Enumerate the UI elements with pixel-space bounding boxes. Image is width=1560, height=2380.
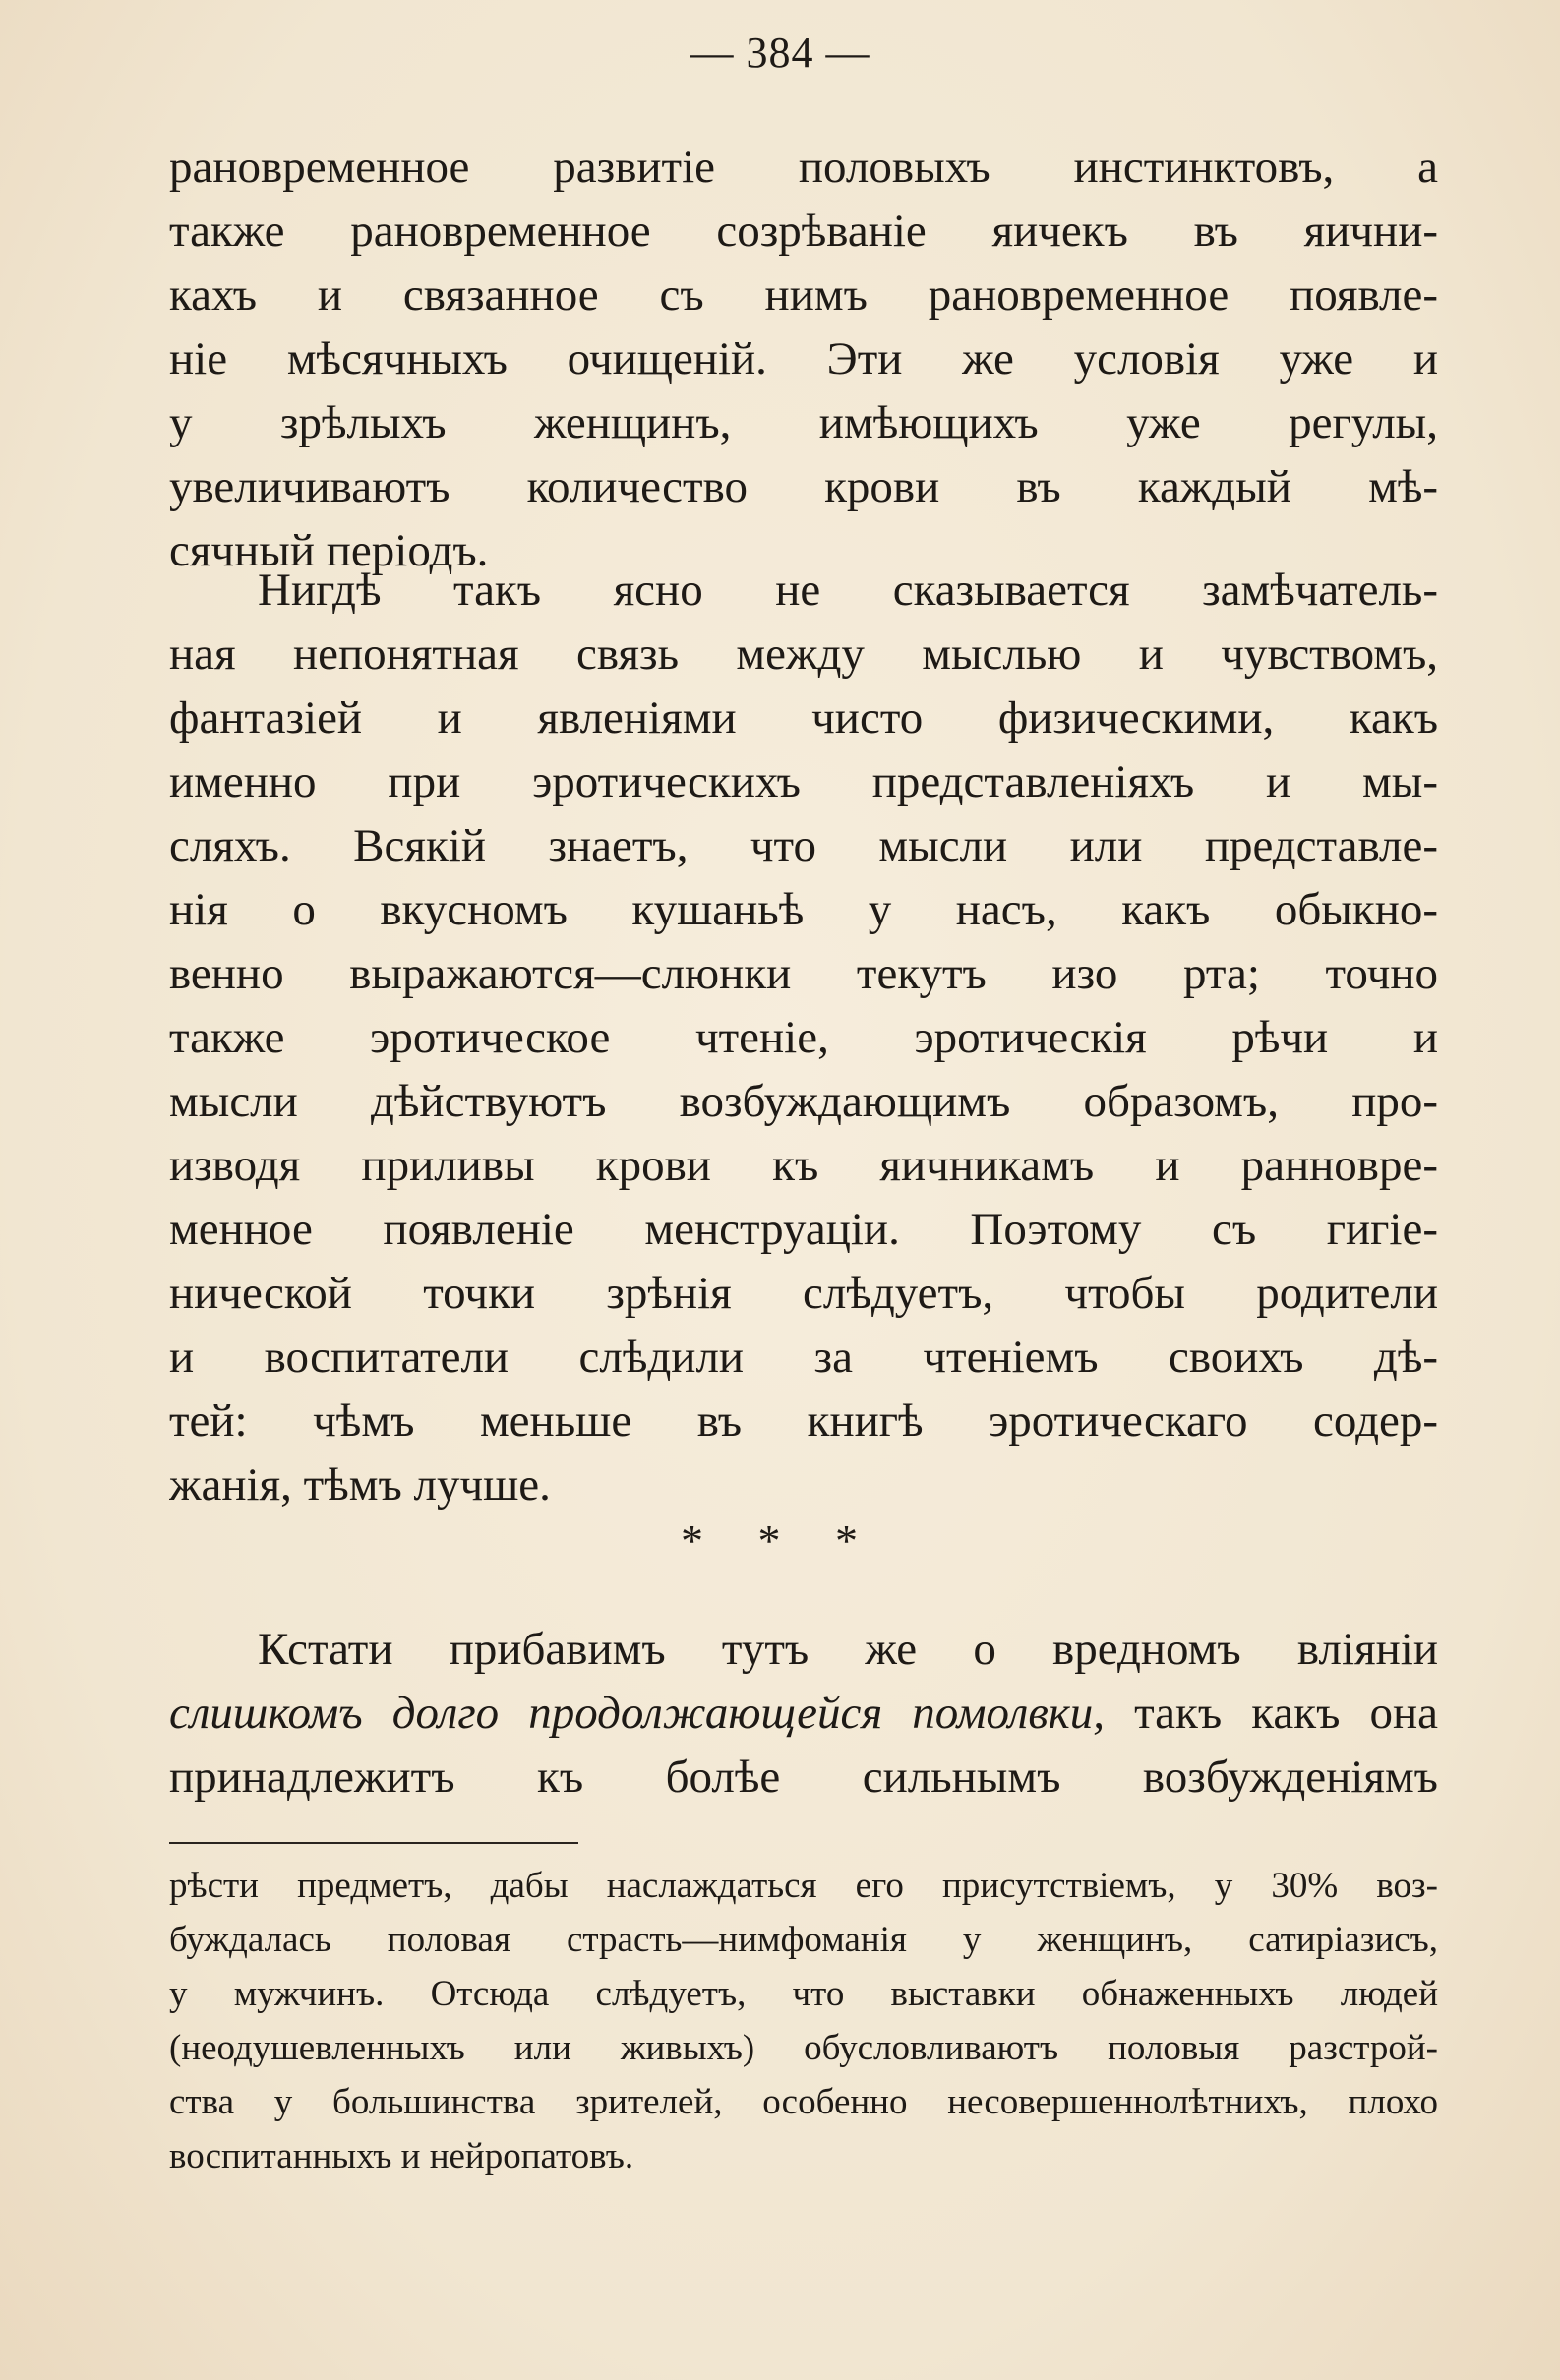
footnote-line: рѣсти предметъ, дабы наслаждаться его присутствіемъ, у 30% воз- bbox=[169, 1866, 1438, 1906]
footnote bbox=[169, 1859, 1438, 2183]
text-line-mixed bbox=[169, 1682, 1438, 1746]
text-line: также рановременное созрѣваніе яичекъ въ яични- bbox=[169, 206, 1438, 257]
text-line: ніе мѣсячныхъ очищеній. Эти же условія уже и bbox=[169, 333, 1438, 385]
italic-phrase: слишкомъ долго продолжающейся помолвки, bbox=[169, 1688, 1105, 1739]
text-line: ная непонятная связь между мыслью и чувствомъ, bbox=[169, 628, 1438, 680]
footnote-line: ства у большинства зрителей, особенно несовершеннолѣтнихъ, плохо bbox=[169, 2082, 1438, 2122]
text-line: Кстати прибавимъ тутъ же о вредномъ вліяніи bbox=[258, 1624, 1438, 1675]
text-line: венно выражаются—слюнки текутъ изо рта; точно bbox=[169, 948, 1438, 999]
text-line: принадлежитъ къ болѣе сильнымъ возбужденіямъ bbox=[169, 1752, 1438, 1803]
text-line: сячный періодъ. bbox=[169, 525, 489, 576]
footnote-line: (неодушевленныхъ или живыхъ) обусловливаютъ половыя разстрой- bbox=[169, 2028, 1438, 2068]
text-line: менное появленіе менструаціи. Поэтому съ гигіе- bbox=[169, 1204, 1438, 1255]
paragraph-1 bbox=[169, 136, 1438, 583]
page-number: — 384 — bbox=[690, 29, 870, 77]
text-line: Нигдѣ такъ ясно не сказывается замѣчатель- bbox=[258, 565, 1438, 616]
text-line: изводя приливы крови къ яичникамъ и ранновре- bbox=[169, 1140, 1438, 1191]
paragraph-2 bbox=[169, 559, 1438, 1517]
text-line: кахъ и связанное съ нимъ рановременное появле- bbox=[169, 269, 1438, 321]
text-line: сляхъ. Всякій знаетъ, что мысли или представле- bbox=[169, 820, 1438, 871]
text-line: у зрѣлыхъ женщинъ, имѣющихъ уже регулы, bbox=[169, 397, 1438, 448]
footnote-divider bbox=[169, 1842, 578, 1844]
text-line: увеличиваютъ количество крови въ каждый мѣ- bbox=[169, 461, 1438, 512]
text-line: жанія, тѣмъ лучше. bbox=[169, 1459, 551, 1511]
text-line: также эротическое чтеніе, эротическія рѣчи и bbox=[169, 1012, 1438, 1063]
paragraph-3 bbox=[169, 1618, 1438, 1810]
text-line: фантазіей и явленіями чисто физическими, какъ bbox=[169, 692, 1438, 744]
footnote-line: буждалась половая страсть—нимфоманія у женщинъ, сатиріазисъ, bbox=[169, 1920, 1438, 1960]
text-line: и воспитатели слѣдили за чтеніемъ своихъ дѣ- bbox=[169, 1332, 1438, 1383]
text-line: рановременное развитіе половыхъ инстинктовъ, а bbox=[169, 142, 1438, 193]
text-line: нической точки зрѣнія слѣдуетъ, чтобы родители bbox=[169, 1268, 1438, 1319]
text-line: именно при эротическихъ представленіяхъ и мы- bbox=[169, 756, 1438, 807]
footnote-line: воспитанныхъ и нейропатовъ. bbox=[169, 2136, 634, 2176]
footnote-line: у мужчинъ. Отсюда слѣдуетъ, что выставки обнаженныхъ людей bbox=[169, 1974, 1438, 2014]
text-line: мысли дѣйствуютъ возбуждающимъ образомъ, про- bbox=[169, 1076, 1438, 1127]
text-line: нія о вкусномъ кушаньѣ у насъ, какъ обыкно- bbox=[169, 884, 1438, 935]
text-line: тей: чѣмъ меньше въ книгѣ эротическаго содер- bbox=[169, 1396, 1438, 1447]
section-separator: * * * bbox=[681, 1516, 879, 1566]
text-fragment: такъ какъ она bbox=[1104, 1688, 1438, 1739]
